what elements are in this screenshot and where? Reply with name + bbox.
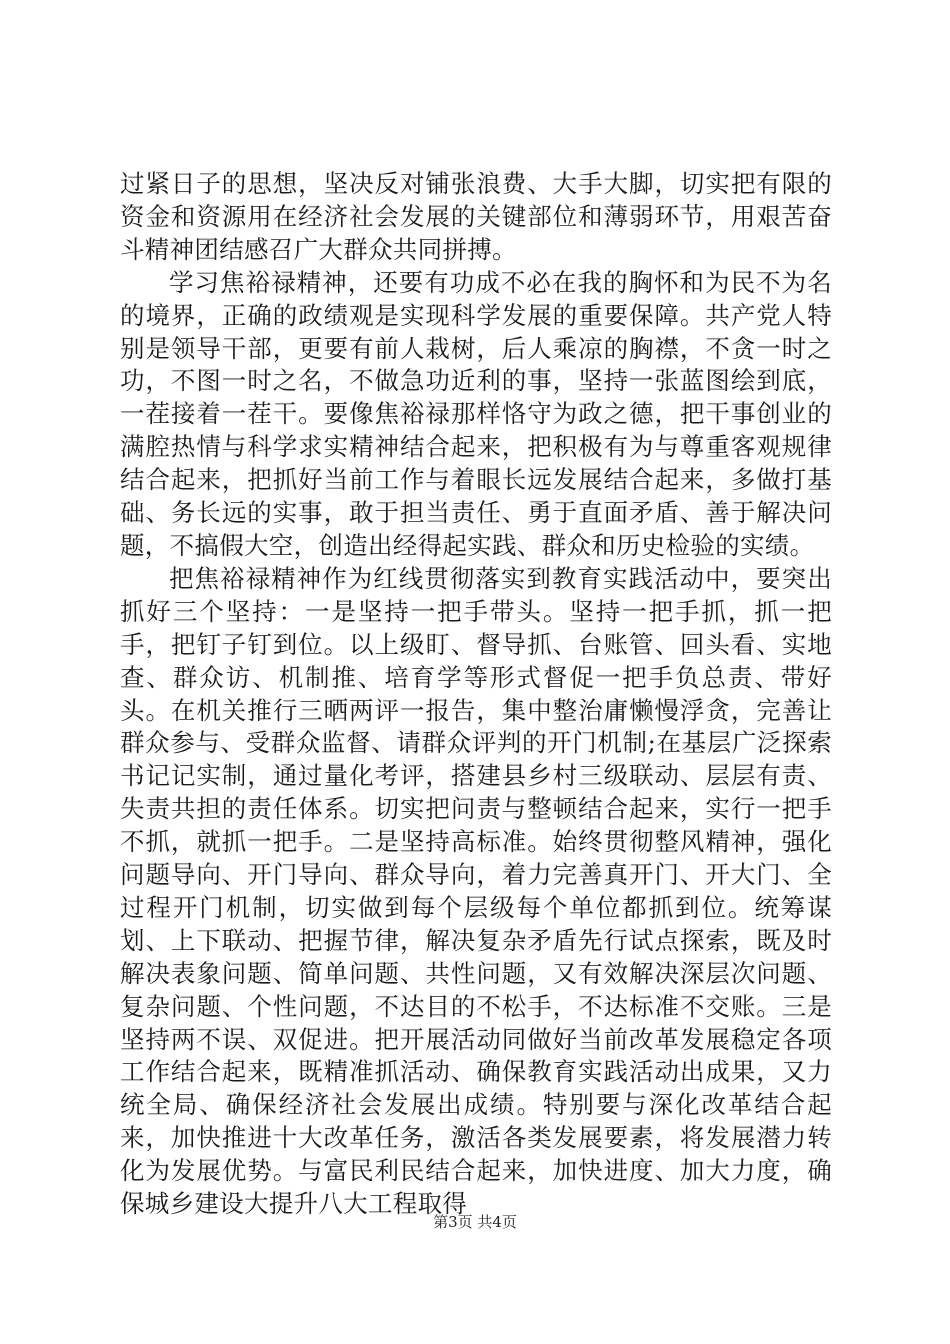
body-text [120, 168, 832, 1221]
paragraph-3: 把焦裕禄精神作为红线贯彻落实到教育实践活动中，要突出抓好三个坚持：一是坚持一把手带头。坚持一把手抓，抓一把手，把钉子钉到位。以上级盯、督导抓、台账管、回头看、实地查、群众访、机制推、培育学等形式督促一把手负总责、带好头。在机关推行三晒两评一报告，集中整治庸懒慢浮贪，完善让群众参与、受群众监督、请群众评判的开门机制;在基层广泛探索书记记实制，通过量化考评，搭建县乡村三级联动、层层有责、失责共担的责任体系。切实把问责与整顿结合起来，实行一把手不抓，就抓一把手。二是坚持高标准。始终贯彻整风精神，强化问题导向、开门导向、群众导向，着力完善真开门、开大门、全过程开门机制，切实做到每个层级每个单位都抓到位。统筹谋划、上下联动、把握节律，解决复杂矛盾先行试点探索，既及时解决表象问题、简单问题、共性问题，又有效解决深层次问题、复杂问题、个性问题，不达目的不松手，不达标准不交账。三是坚持两不误、双促进。把开展活动同做好当前改革发展稳定各项工作结合起来，既精准抓活动、确保教育实践活动出成果，又力统全局、确保经济社会发展出成绩。特别要与深化改革结合起来，加快推进十大改革任务，激活各类发展要素，将发展潜力转化为发展优势。与富民利民结合起来，加快进度、加大力度，确保城乡建设大提升八大工程取得 [120, 563, 832, 1219]
paragraph-2: 学习焦裕禄精神，还要有功成不必在我的胸怀和为民不为名的境界，正确的政绩观是实现科学发展的重要保障。共产党人特别是领导干部，更要有前人栽树，后人乘凉的胸襟，不贪一时之功，不图一时之名，不做急功近利的事，坚持一张蓝图绘到底，一茬接着一茬干。要像焦裕禄那样恪守为政之德，把干事创业的满腔热情与科学求实精神结合起来，把积极有为与尊重客观规律结合起来，把抓好当前工作与着眼长远发展结合起来，多做打基础、务长远的实事，敢于担当责任、勇于直面矛盾、善于解决问题，不搞假大空，创造出经得起实践、群众和历史检验的实绩。 [120, 267, 832, 560]
paragraph-1: 过紧日子的思想，坚决反对铺张浪费、大手大脚，切实把有限的资金和资源用在经济社会发展的关键部位和薄弱环节，用艰苦奋斗精神团结感召广大群众共同拼搏。 [120, 169, 832, 264]
page-number: 第3页 共4页 [433, 1213, 517, 1231]
page-footer [0, 1212, 950, 1232]
